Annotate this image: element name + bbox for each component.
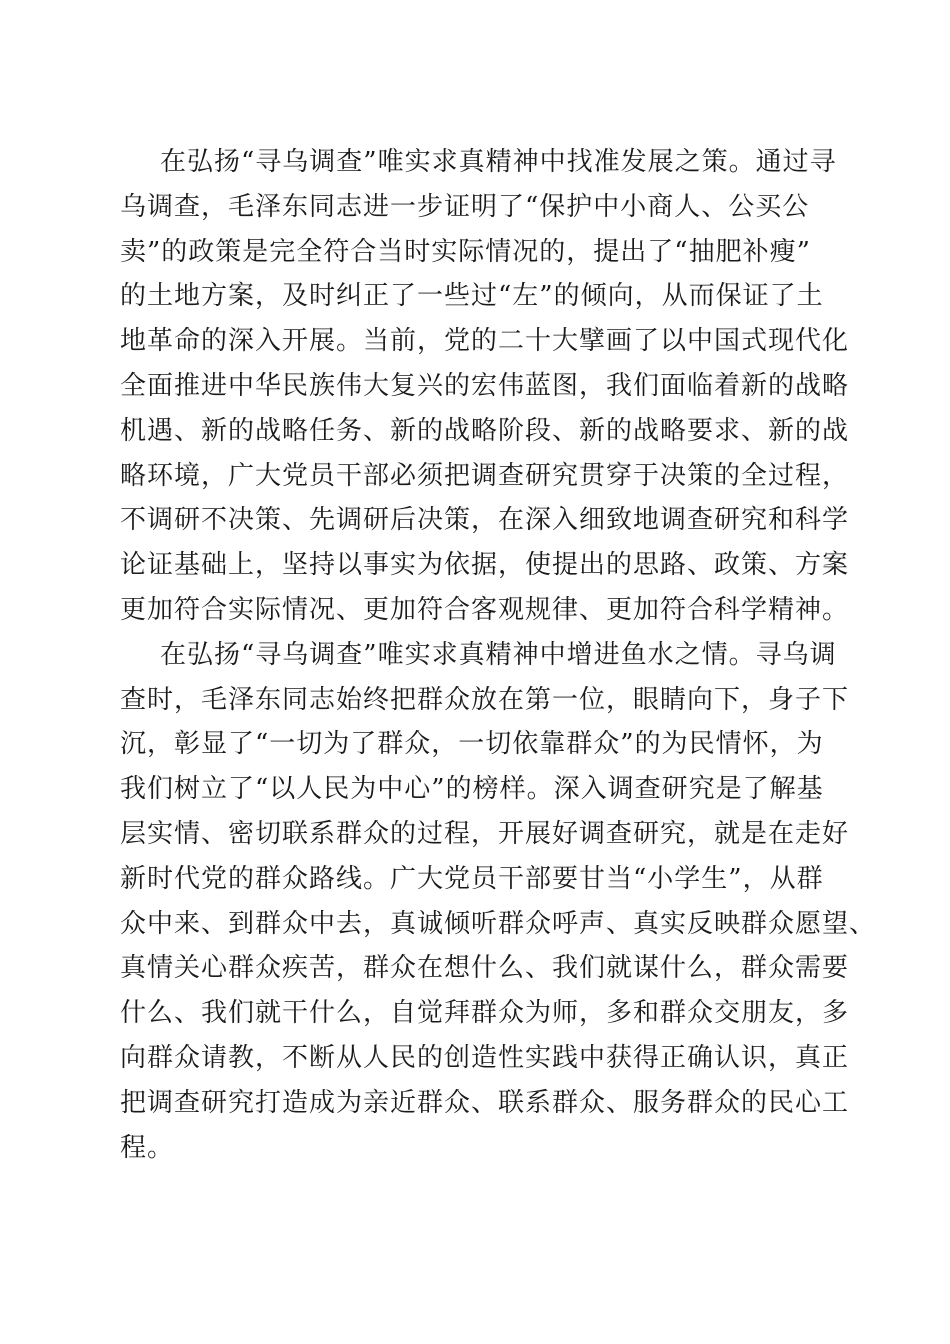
paragraph-line: 略环境，广大党员干部必须把调查研究贯穿于决策的全过程， — [120, 460, 850, 491]
paragraph-line: 层实情、密切联系群众的过程，开展好调查研究，就是在走好 — [120, 818, 850, 849]
paragraph-line: 沉，彰显了“一切为了群众，一切依靠群众”的为民情怀，为 — [120, 729, 824, 760]
paragraph-line: 新时代党的群众路线。广大党员干部要甘当“小学生”，从群 — [120, 863, 824, 894]
paragraph-line: 地革命的深入开展。当前，党的二十大擘画了以中国式现代化 — [120, 326, 850, 357]
paragraph-line: 全面推进中华民族伟大复兴的宏伟蓝图，我们面临着新的战略 — [120, 370, 850, 401]
paragraph-1 — [120, 140, 850, 633]
paragraph-line: 众中来、到群众中去，真诚倾听群众呼声、真实反映群众愿望、 — [120, 908, 877, 939]
paragraph-line: 在弘扬“寻乌调查”唯实求真精神中找准发展之策。通过寻 — [160, 147, 837, 177]
paragraph-line: 我们树立了“以人民为中心”的榜样。深入调查研究是了解基 — [120, 774, 824, 805]
paragraph-line: 向群众请教，不断从人民的创造性实践中获得正确认识，真正 — [120, 1042, 850, 1073]
paragraph-line: 更加符合实际情况、更加符合客观规律、更加符合科学精神。 — [120, 594, 850, 625]
paragraph-line: 在弘扬“寻乌调查”唯实求真精神中增进鱼水之情。寻乌调 — [160, 639, 837, 670]
paragraph-line: 查时，毛泽东同志始终把群众放在第一位，眼睛向下，身子下 — [120, 684, 850, 715]
paragraph-line: 不调研不决策、先调研后决策，在深入细致地调查研究和科学 — [120, 505, 850, 536]
paragraph-line: 机遇、新的战略任务、新的战略阶段、新的战略要求、新的战 — [120, 415, 850, 446]
paragraph-line: 真情关心群众疾苦，群众在想什么、我们就谋什么，群众需要 — [120, 953, 850, 984]
paragraph-2 — [120, 633, 877, 1171]
paragraph-line: 的土地方案，及时纠正了一些过“左”的倾向，从而保证了土 — [120, 281, 824, 312]
paragraph-line: 论证基础上，坚持以事实为依据，使提出的思路、政策、方案 — [120, 550, 850, 581]
paragraph-line: 程。 — [120, 1132, 175, 1163]
paragraph-line: 把调查研究打造成为亲近群众、联系群众、服务群众的民心工 — [120, 1087, 850, 1118]
document-body — [120, 140, 877, 1170]
paragraph-line: 卖”的政策是完全符合当时实际情况的，提出了“抽肥补瘦” — [120, 236, 811, 267]
paragraph-line: 什么、我们就干什么，自觉拜群众为师，多和群众交朋友，多 — [120, 998, 850, 1029]
paragraph-line: 乌调查，毛泽东同志进一步证明了“保护中小商人、公买公 — [120, 191, 810, 222]
